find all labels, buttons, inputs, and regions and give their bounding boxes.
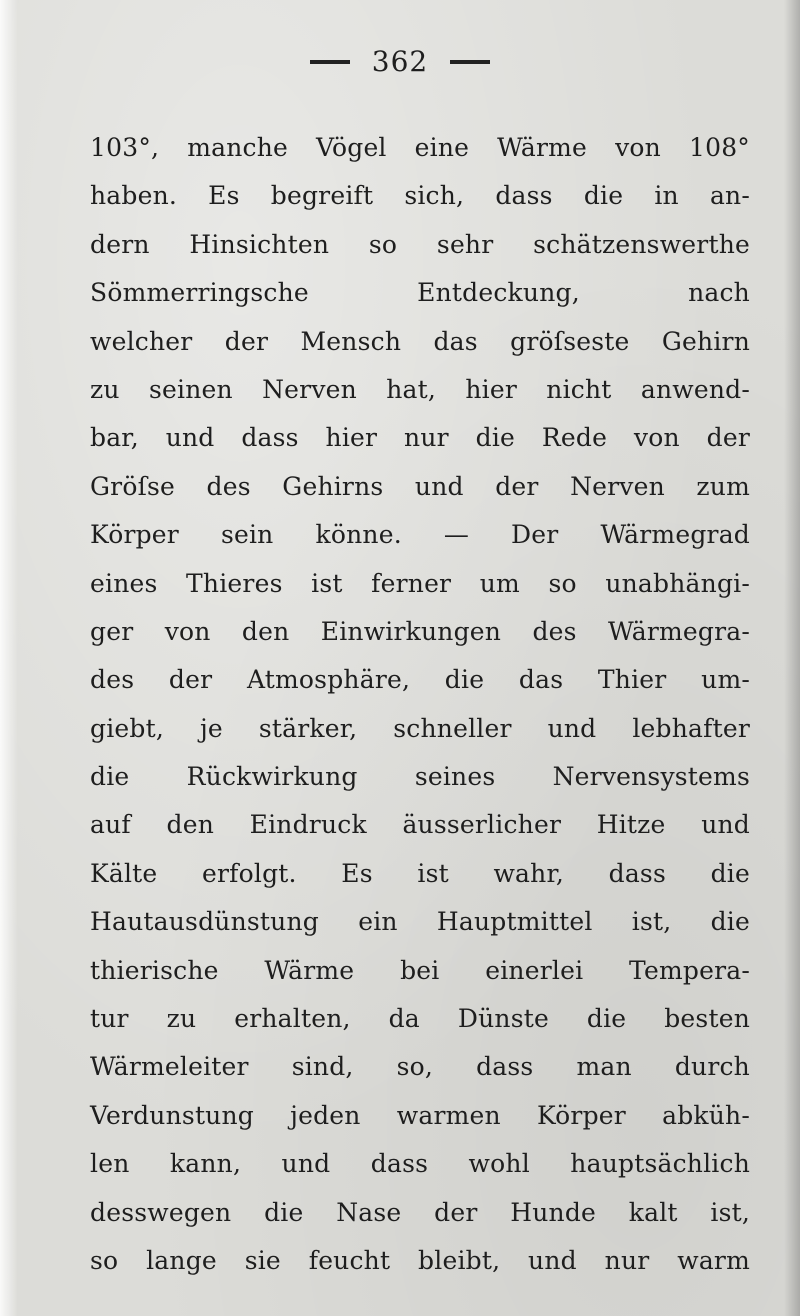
text-line: 103°, manche Vögel eine Wärme von 108° xyxy=(90,133,750,162)
page-number: 362 xyxy=(371,45,429,78)
text-line: ger von den Einwirkungen des Wärmegra- xyxy=(90,616,750,646)
text-line: eines Thieres ist ferner um so unabhängi- xyxy=(90,568,750,598)
text-line: giebt, je stärker, schneller und lebhafter xyxy=(90,713,750,743)
text-line: haben. Es begreift sich, dass die in an- xyxy=(90,181,750,211)
text-line: so lange sie feucht bleibt, und nur warm xyxy=(90,1245,750,1275)
page-edge-left xyxy=(0,0,18,1316)
text-line: desswegen die Nase der Hunde kalt ist, xyxy=(90,1197,750,1227)
text-line: bar, und dass hier nur die Rede von der xyxy=(90,423,750,453)
text-line: Gröſse des Gehirns und der Nerven zum xyxy=(90,471,750,501)
text-line: len kann, und dass wohl hauptsächlich xyxy=(90,1149,750,1179)
text-line: Hautausdünstung ein Hauptmittel ist, die xyxy=(90,907,750,937)
text-line: welcher der Mensch das gröſseste Gehirn xyxy=(90,326,750,356)
text-line: die Rückwirkung seines Nervensystems xyxy=(90,762,750,792)
text-line: tur zu erhalten, da Dünste die besten xyxy=(90,1004,750,1034)
header-rule-left xyxy=(310,60,350,64)
page-header xyxy=(0,44,800,80)
page-edge-right xyxy=(784,0,800,1316)
body-text xyxy=(90,128,750,1289)
text-line: thierische Wärme bei einerlei Tempera- xyxy=(90,955,750,985)
text-line: Körper sein könne. — Der Wärmegrad xyxy=(90,520,750,550)
text-line: auf den Eindruck äusserlicher Hitze und xyxy=(90,810,750,840)
text-line: Wärmeleiter sind, so, dass man durch xyxy=(90,1052,750,1082)
text-line: Sömmerringsche Entdeckung, nach xyxy=(90,278,750,308)
text-line: Kälte erfolgt. Es ist wahr, dass die xyxy=(90,858,750,888)
text-line: dern Hinsichten so sehr schätzenswerthe xyxy=(90,229,750,259)
text-line: zu seinen Nerven hat, hier nicht anwend- xyxy=(90,374,750,404)
text-line: des der Atmosphäre, die das Thier um- xyxy=(90,665,750,695)
header-rule-right xyxy=(450,60,490,64)
text-line: Verdunstung jeden warmen Körper abküh- xyxy=(90,1100,750,1130)
